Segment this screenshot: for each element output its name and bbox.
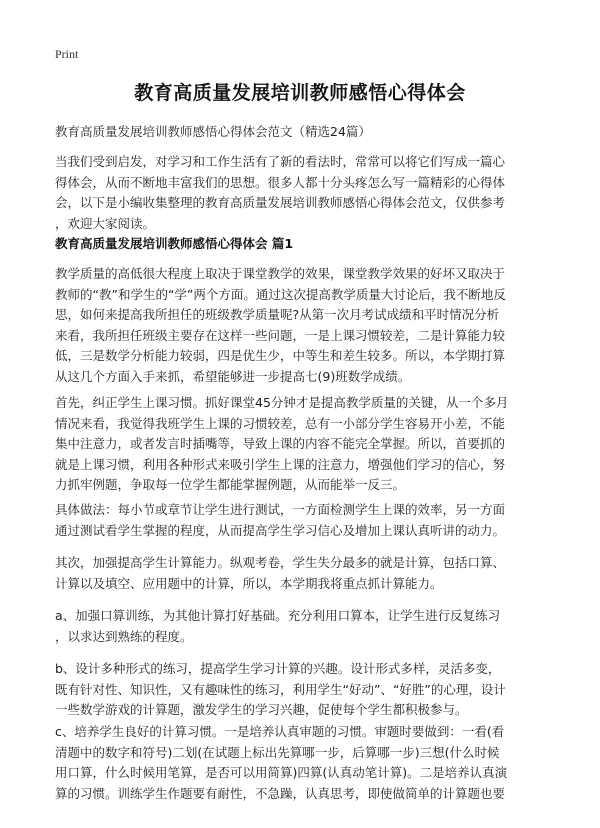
text-line: 教学质量的高低很大程度上取决于课堂教学的效果，课堂教学效果的好坏又取决于	[55, 266, 506, 281]
text-line: 计算以及填空、应用题中的计算，所以，本学期我将重点抓计算能力。	[55, 575, 443, 591]
text-line: c、培养学生良好的计算习惯。一是培养认真审题的习惯。审题时要做到：一看(看	[55, 724, 505, 739]
text-line: 算的习惯。训练学生作题要有耐性，不急躁，认真思考，即使做简单的计算题也要	[55, 785, 506, 801]
section-heading: 教育高质量发展培训教师感悟心得体会 篇1	[55, 236, 294, 251]
intro-paragraph	[55, 152, 555, 234]
text-line: 通过测试看学生掌握的程度，从而提高学生学习信心及增加上课认真听讲的动力。	[55, 522, 506, 538]
text-line: 会，以下是小编收集整理的教育高质量发展培训教师感悟心得体会范文，仅供参考	[55, 195, 506, 210]
print-label: Print	[55, 47, 79, 61]
text-line: 力抓牢例题，争取每一位学生都能掌握例题，从而能举一反三。	[55, 477, 406, 492]
text-line: 首先，纠正学生上课习惯。抓好课堂45分钟才是提高教学质量的关键，从一个多月	[55, 395, 509, 410]
text-line: 既有针对性、知识性，又有趣味性的练习，利用学生“好动”、“好胜”的心理，设计	[55, 681, 506, 697]
text-line: ，欢迎大家阅读。	[55, 215, 156, 231]
text-line: a、加强口算训练，为其他计算打好基础。充分利用口算本，让学生进行反复练习	[55, 608, 501, 623]
page-title: 教育高质量发展培训教师感悟心得体会	[134, 82, 466, 104]
text-line: 得体会，从而不断地丰富我们的思想。很多人都十分头疼怎么写一篇精彩的心得体	[55, 174, 506, 190]
body-paragraph	[55, 500, 555, 541]
text-line: b、设计多种形式的练习，提高学生学习计算的兴趣。设计形式多样，灵活多变，	[55, 661, 501, 676]
text-line: 清题中的数字和符号)二划(在试题上标出先算哪一步，后算哪一步)三想(什么时候	[55, 744, 500, 760]
document-subtitle: 教育高质量发展培训教师感悟心得体会范文（精选24篇）	[55, 124, 371, 139]
text-line: 集中注意力，或者发言时插嘴等，导致上课的内容不能完全掌握。所以，首要抓的	[55, 436, 506, 451]
text-line: 情况来看，我觉得我班学生上课的习惯较差，总有一小部分学生容易开小差，不能	[55, 415, 506, 431]
body-paragraph	[55, 264, 555, 387]
body-paragraph	[55, 722, 555, 804]
body-paragraph	[55, 553, 555, 594]
text-line: 用口算，什么时候用笔算，是否可以用简算)四算(认真动笔计算)。二是培养认真演	[55, 765, 508, 780]
text-line: 具体做法：每小节或章节让学生进行测试，一方面检测学生上课的效率，另一方面	[55, 502, 506, 517]
text-line: 低，三是数学分析能力较弱，四是优生少，中等生和差生较多。所以，本学期打算	[55, 348, 506, 363]
text-line: ，以求达到熟练的程度。	[55, 628, 193, 644]
body-paragraph	[55, 393, 555, 496]
text-line: 当我们受到启发，对学习和工作生活有了新的看法时，常常可以将它们写成一篇心	[55, 154, 506, 169]
text-line: 思，如何来提高我所担任的班级教学质量呢?从第一次月考试成绩和平时情况分析	[55, 307, 500, 322]
text-line: 就是上课习惯，利用各种形式来吸引学生上课的注意力，增强他们学习的信心，努	[55, 456, 506, 472]
text-line: 一些数学游戏的计算题，激发学生的学习兴趣，促使每个学生都积极参与。	[55, 702, 468, 717]
body-paragraph	[55, 659, 555, 721]
text-line: 其次，加强提高学生计算能力。纵观考卷，学生失分最多的就是计算，包括口算、	[55, 555, 506, 570]
text-line: 从这几个方面入手来抓，希望能够进一步提高七(9)班数学成绩。	[55, 368, 411, 384]
body-paragraph	[55, 606, 555, 647]
text-line: 来看，我所担任班级主要存在这样一些问题，一是上课习惯较差，二是计算能力较	[55, 327, 506, 343]
text-line: 教师的“教”和学生的“学”两个方面。通过这次提高教学质量大讨论后，我不断地反	[55, 286, 506, 302]
